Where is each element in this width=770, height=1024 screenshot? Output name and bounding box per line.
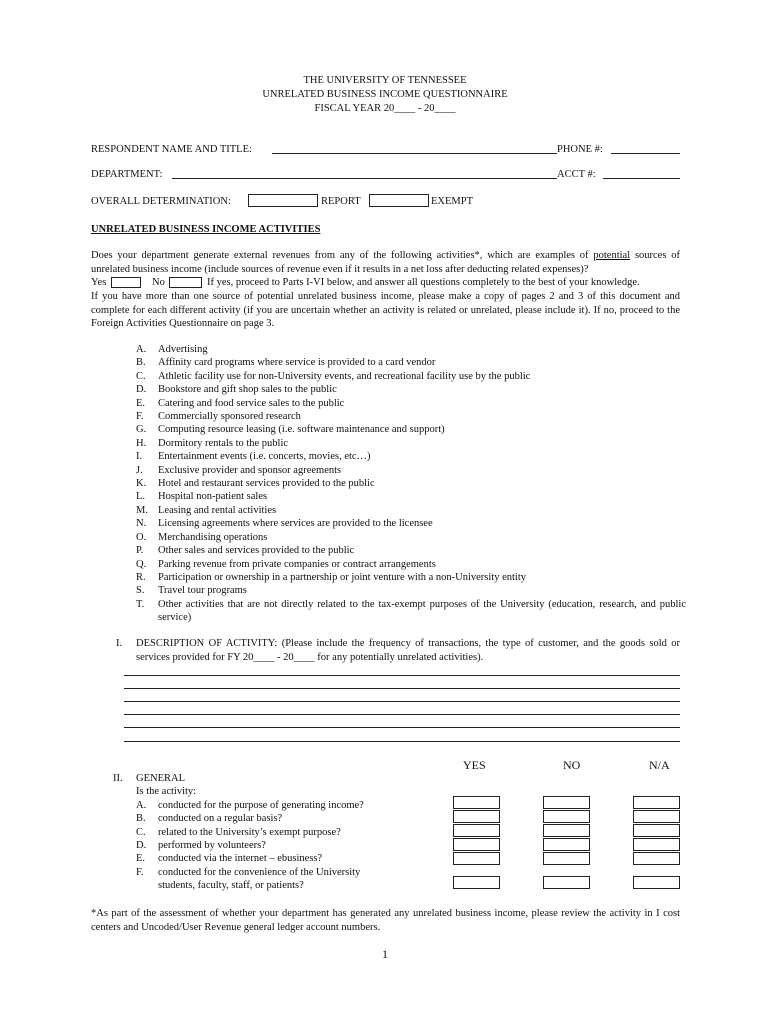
department-field[interactable] [172, 178, 557, 179]
answer-a-na-checkbox[interactable] [633, 796, 680, 809]
list-item: B. Affinity card programs where service is provided to a card vendor [136, 357, 436, 369]
phone-label: PHONE #: [557, 144, 603, 155]
answer-e-yes-checkbox[interactable] [453, 852, 500, 865]
intro-underlined: potential [593, 250, 631, 261]
answer-f-yes-checkbox[interactable] [453, 876, 500, 889]
respondent-label: RESPONDENT NAME AND TITLE: [91, 144, 252, 155]
answer-a-yes-checkbox[interactable] [453, 796, 500, 809]
respondent-field[interactable] [272, 153, 557, 154]
description-line[interactable] [124, 675, 680, 676]
acct-field[interactable] [603, 178, 680, 179]
list-item: Q. Parking revenue from private companies or contract arrangements [136, 558, 436, 570]
question-row: A. conducted for the purpose of generating income? [136, 799, 364, 811]
part1-numeral: I. [116, 638, 123, 649]
general-subtitle: Is the activity: [136, 786, 197, 798]
no-label: No [152, 277, 165, 288]
description-line[interactable] [124, 714, 680, 715]
answer-d-no-checkbox[interactable] [543, 838, 590, 851]
question-row: F. conducted for the convenience of the University students, faculty, staff, or patients? [136, 866, 361, 892]
intro-question [91, 249, 680, 276]
no-column-header: NO [563, 758, 581, 772]
answer-c-na-checkbox[interactable] [633, 824, 680, 837]
na-column-header: N/A [649, 758, 670, 772]
activities-list [136, 343, 686, 625]
general-title: GENERAL [136, 773, 185, 784]
answer-b-na-checkbox[interactable] [633, 810, 680, 823]
yes-label: Yes [91, 277, 107, 288]
answer-c-yes-checkbox[interactable] [453, 824, 500, 837]
section-heading: UNRELATED BUSINESS INCOME ACTIVITIES [91, 224, 321, 235]
question-row: B. conducted on a regular basis? [136, 813, 283, 825]
question-row: E. conducted via the internet – ebusiness? [136, 853, 323, 865]
footnote: *As part of the assessment of whether your department has generated any unrelated business income, please review the activity in I cost centers and Uncoded/User Revenue general ledger account numbers. [91, 908, 680, 933]
list-item: K. Hotel and restaurant services provided to the public [136, 478, 375, 490]
list-item: S. Travel tour programs [136, 585, 247, 597]
part1-description: DESCRIPTION OF ACTIVITY: (Please include the frequency of transactions, the type of customer, and the goods sold or services provided for FY 20____ - 20____ for any potentially unrelated activities). [136, 638, 680, 663]
answer-e-no-checkbox[interactable] [543, 852, 590, 865]
general-section [136, 772, 386, 893]
answer-d-na-checkbox[interactable] [633, 838, 680, 851]
intro-text-part1: Does your department generate external revenues from any of the following activities*, which are examples of [91, 250, 594, 261]
list-item: D. Bookstore and gift shop sales to the public [136, 384, 337, 396]
answer-f-no-checkbox[interactable] [543, 876, 590, 889]
phone-field[interactable] [611, 153, 680, 154]
list-item: L. Hospital non-patient sales [136, 491, 268, 503]
list-item: R. Participation or ownership in a partnership or joint venture with a non-University entity [136, 571, 527, 583]
question-row: D. performed by volunteers? [136, 840, 266, 852]
description-line[interactable] [124, 701, 680, 702]
intro-text-part2: sources of unrelated business income (include sources of revenue even if it results in a net loss after deducting related expenses)? [91, 250, 680, 275]
list-item: I. Entertainment events (i.e. concerts, movies, etc…) [136, 451, 371, 463]
report-label: REPORT [321, 196, 361, 207]
list-item: F. Commercially sponsored research [136, 411, 301, 423]
university-name: THE UNIVERSITY OF TENNESSEE [303, 75, 467, 86]
part2-numeral: II. [113, 773, 123, 784]
list-item: P. Other sales and services provided to the public [136, 545, 355, 557]
list-item: N. Licensing agreements where services are provided to the licensee [136, 518, 433, 530]
description-line[interactable] [124, 688, 680, 689]
form-title: UNRELATED BUSINESS INCOME QUESTIONNAIRE [262, 89, 508, 100]
fiscal-year: FISCAL YEAR 20____ - 20____ [314, 103, 456, 114]
page-number: 1 [382, 947, 388, 961]
department-label: DEPARTMENT: [91, 169, 163, 180]
answer-e-na-checkbox[interactable] [633, 852, 680, 865]
no-checkbox[interactable] [169, 277, 202, 288]
list-item: A. Advertising [136, 344, 208, 355]
list-item: E. Catering and food service sales to the public [136, 397, 345, 409]
yes-checkbox[interactable] [111, 277, 141, 288]
acct-label: ACCT #: [557, 169, 596, 180]
description-line[interactable] [124, 741, 680, 742]
answer-c-no-checkbox[interactable] [543, 824, 590, 837]
intro-rest: If you have more than one source of potential unrelated business income, please make a copy of pages 2 and 3 of this document and complete for each different activity (if you are uncertain whether an activity is related or unrelated, please include it). If no, proceed to the Foreign Activities Questionnaire on page 3. [91, 291, 680, 329]
exempt-label: EXEMPT [431, 196, 473, 207]
yes-column-header: YES [463, 758, 486, 772]
list-item: T. Other activities that are not directly related to the tax-exempt purposes of the University (education, research, and public service) [136, 598, 686, 624]
exempt-checkbox[interactable] [369, 194, 429, 207]
answer-d-yes-checkbox[interactable] [453, 838, 500, 851]
description-line[interactable] [124, 727, 680, 728]
list-item: G. Computing resource leasing (i.e. software maintenance and support) [136, 424, 445, 436]
intro-instruction: If yes, proceed to Parts I-VI below, and answer all questions completely to the best of your knowledge. [207, 277, 640, 288]
answer-a-no-checkbox[interactable] [543, 796, 590, 809]
report-checkbox[interactable] [248, 194, 318, 207]
overall-determination-label: OVERALL DETERMINATION: [91, 196, 231, 207]
list-item: M. Leasing and rental activities [136, 504, 277, 516]
list-item: H. Dormitory rentals to the public [136, 437, 289, 449]
answer-f-na-checkbox[interactable] [633, 876, 680, 889]
answer-b-yes-checkbox[interactable] [453, 810, 500, 823]
list-item: C. Athletic facility use for non-University events, and recreational facility use by the public [136, 370, 531, 382]
answer-b-no-checkbox[interactable] [543, 810, 590, 823]
question-row: C. related to the University’s exempt purpose? [136, 826, 341, 838]
list-item: O. Merchandising operations [136, 531, 268, 543]
list-item: J. Exclusive provider and sponsor agreements [136, 464, 342, 476]
